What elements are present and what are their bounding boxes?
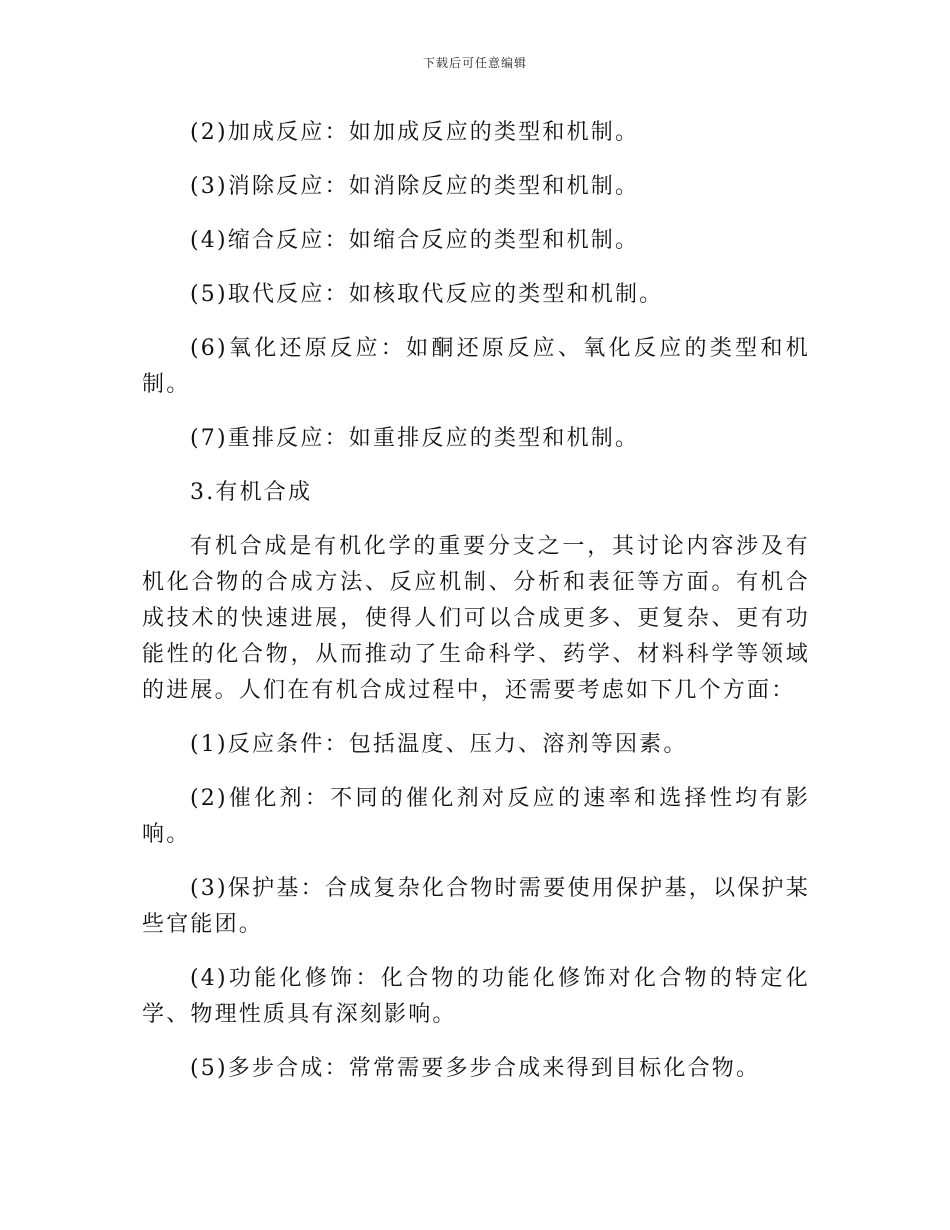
- section-heading-organic-synthesis: 3.有机合成: [190, 480, 313, 505]
- paragraph-protecting-group: (3)保护基：合成复杂化合物时需要使用保护基，以保护某些官能团。: [142, 876, 810, 937]
- document-body: [142, 115, 810, 1105]
- paragraph-functionalization: (4)功能化修饰：化合物的功能化修饰对化合物的特定化学、物理性质具有深刻影响。: [142, 966, 810, 1027]
- page-header: 下载后可任意编辑: [422, 56, 527, 70]
- paragraph-catalyst: (2)催化剂：不同的催化剂对反应的速率和选择性均有影响。: [142, 786, 810, 847]
- paragraph-addition-reaction: (2)加成反应：如加成反应的类型和机制。: [190, 120, 640, 145]
- paragraph-elimination-reaction: (3)消除反应：如消除反应的类型和机制。: [190, 174, 640, 199]
- paragraph-multistep-synthesis: (5)多步合成：常常需要多步合成来得到目标化合物。: [190, 1056, 761, 1081]
- paragraph-rearrangement-reaction: (7)重排反应：如重排反应的类型和机制。: [190, 426, 640, 451]
- paragraph-reaction-conditions: (1)反应条件：包括温度、压力、溶剂等因素。: [190, 732, 688, 757]
- paragraph-condensation-reaction: (4)缩合反应：如缩合反应的类型和机制。: [190, 228, 640, 253]
- paragraph-organic-synthesis-intro: 有机合成是有机化学的重要分支之一，其讨论内容涉及有机化合物的合成方法、反应机制、分析和表征等方面。有机合成技术的快速进展，使得人们可以合成更多、更复杂、更有功能性的化合物，从而推动了生命科学、药学、材料科学等领域的进展。人们在有机合成过程中，还需要考虑如下几个方面：: [142, 534, 810, 703]
- paragraph-redox-reaction: (6)氧化还原反应：如酮还原反应、氧化反应的类型和机制。: [142, 336, 810, 397]
- paragraph-substitution-reaction: (5)取代反应：如核取代反应的类型和机制。: [190, 282, 664, 307]
